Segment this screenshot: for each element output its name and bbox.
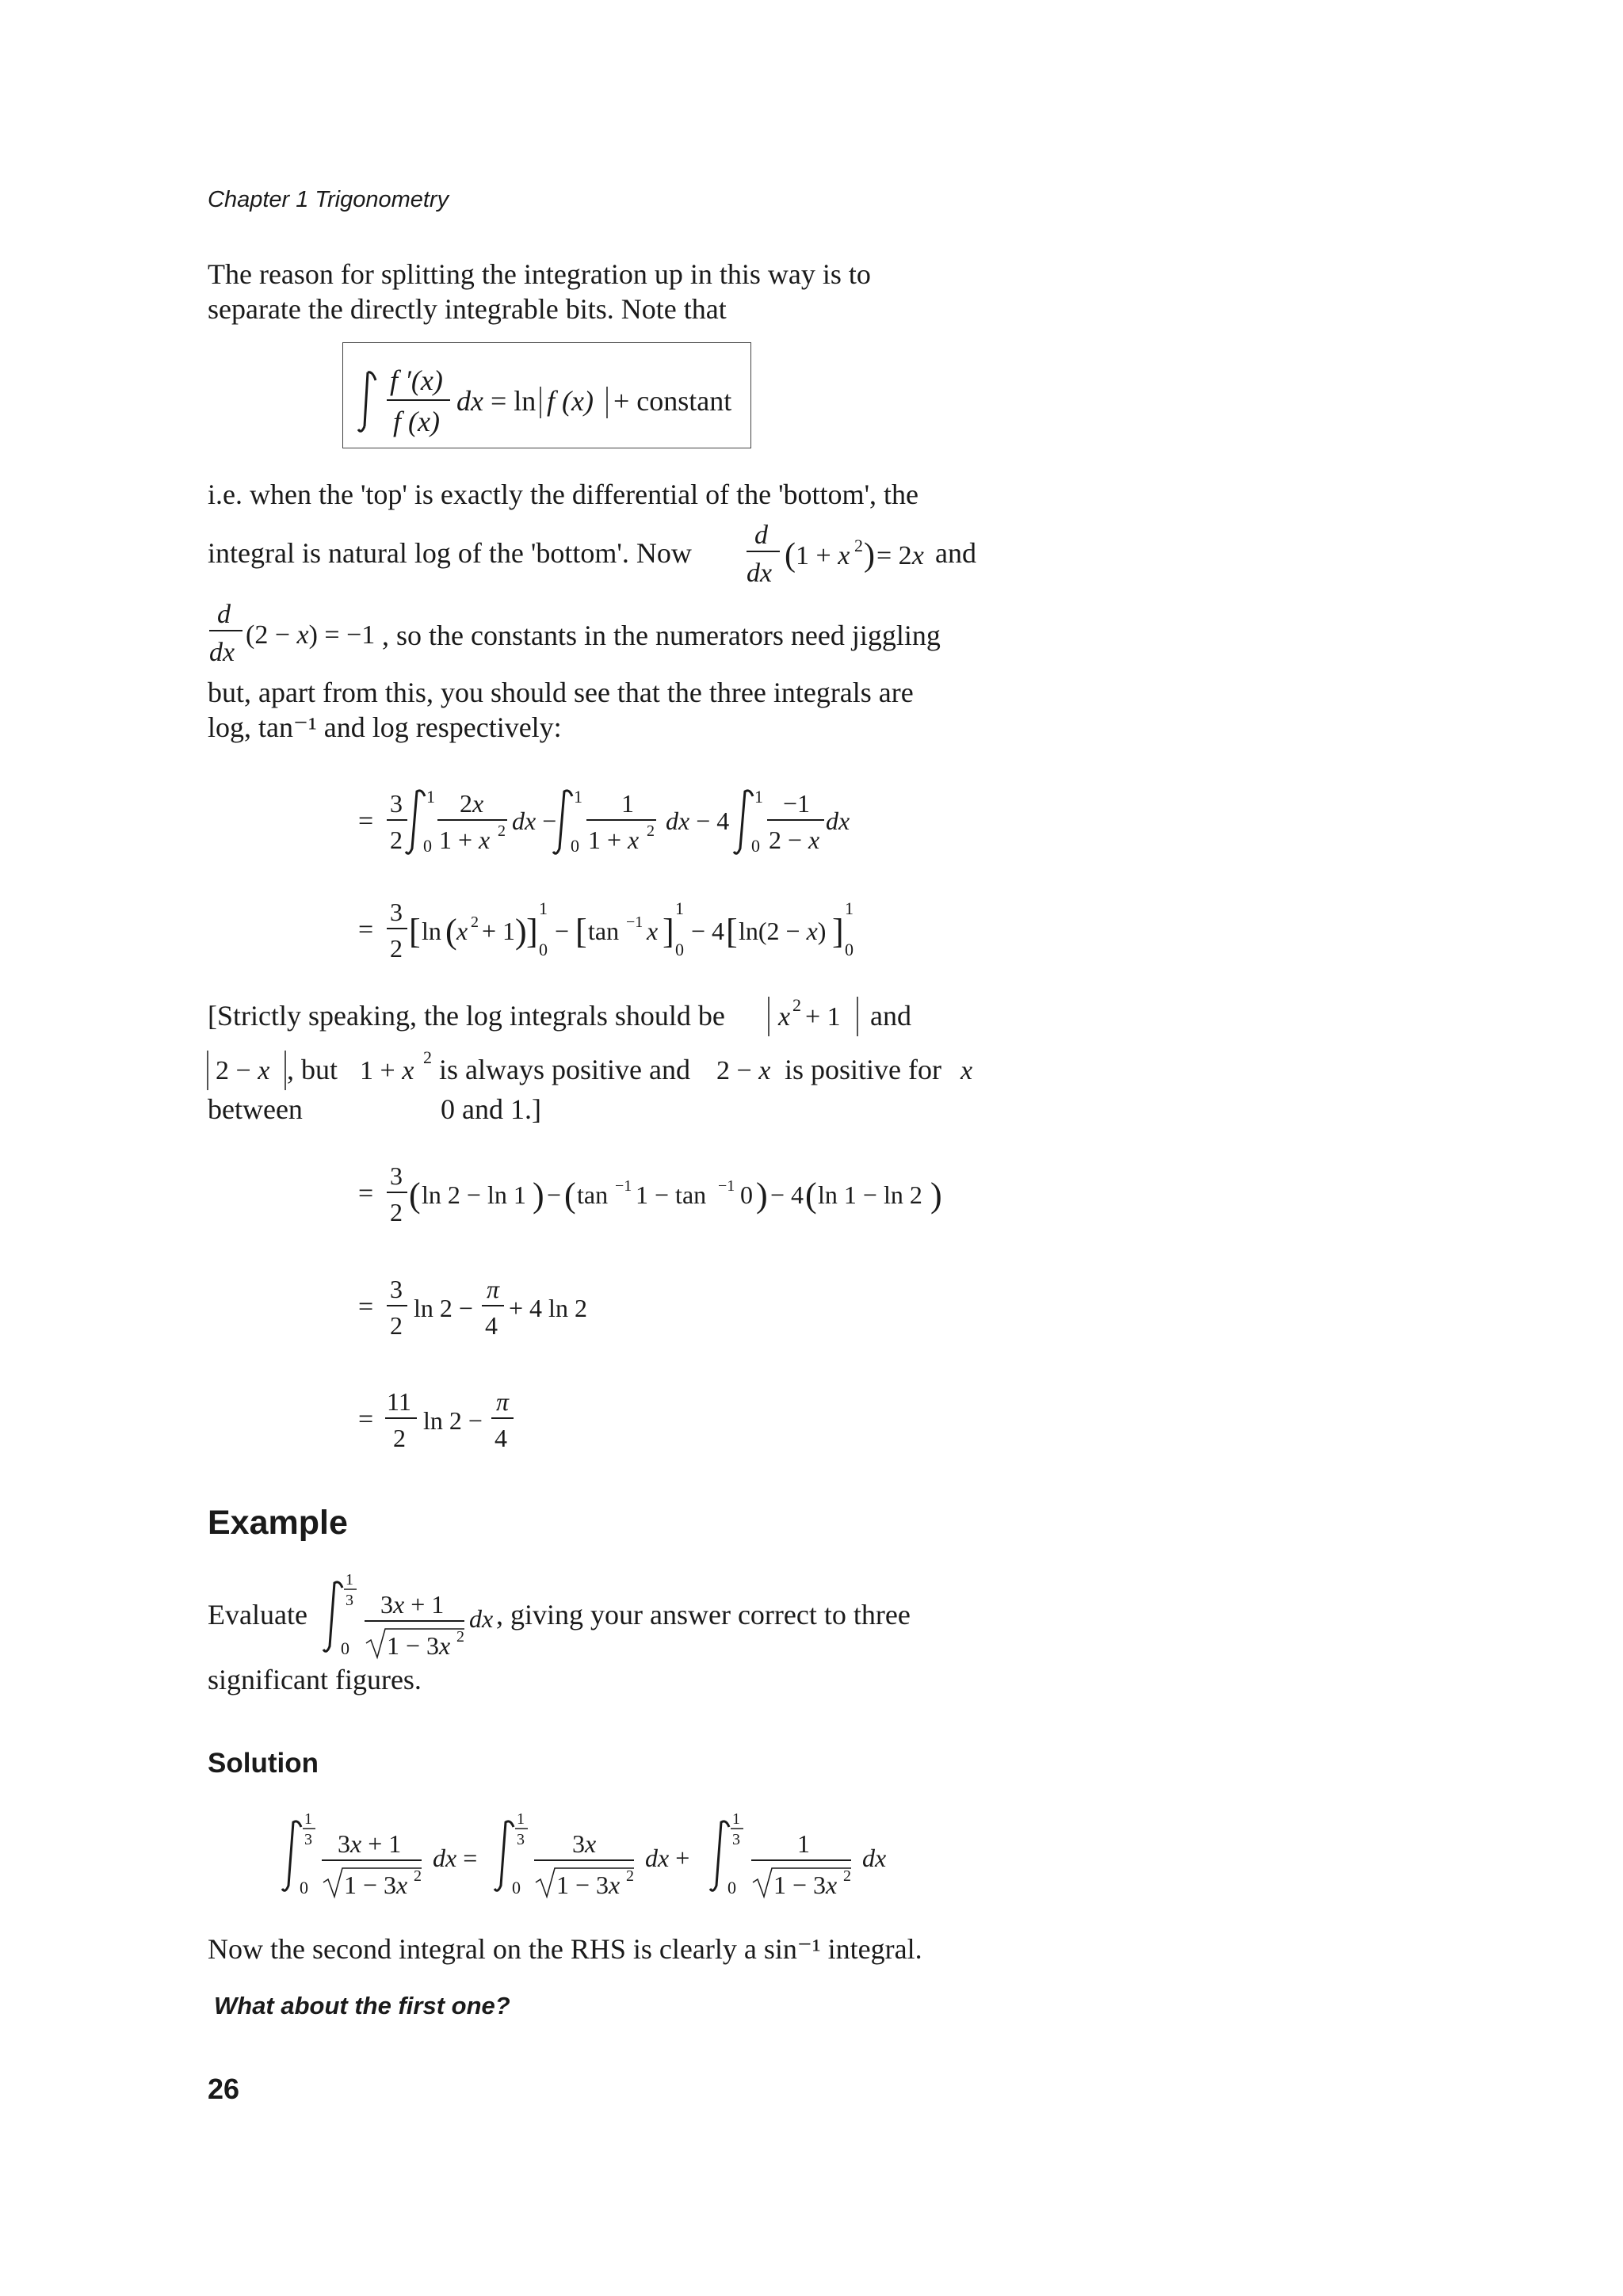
svg-text:2: 2 [626,1867,634,1885]
svg-text:+ 1: + 1 [482,917,516,945]
svg-text:(: ( [409,1176,421,1215]
svg-text:dx = ln: dx = ln [456,385,537,417]
svg-text:2: 2 [393,1424,406,1452]
abs-2-minus-x [204,1046,292,1093]
svg-text:f ′(x): f ′(x) [390,364,443,396]
page-number: 26 [208,2073,240,2105]
svg-text:0: 0 [423,836,432,856]
svg-text:−: − [547,1180,562,1209]
svg-text:−1: −1 [626,913,643,931]
svg-text:=: = [358,915,374,944]
svg-text:2: 2 [390,826,403,854]
svg-text:1: 1 [539,898,548,918]
paragraph-3-line-1-end: and [870,1000,911,1032]
solution-text: Now the second integral on the RHS is clearly a sin⁻¹ integral. [208,1933,922,1965]
paragraph-1-line-2: separate the directly integrable bits. Note that [208,293,727,325]
solution-question: What about the first one? [214,1992,510,2019]
svg-text:dx: dx [209,638,235,667]
svg-text:−1: −1 [783,789,811,818]
svg-text:]: ] [663,912,674,951]
example-evaluate-label: Evaluate [208,1599,307,1630]
svg-text:0: 0 [300,1878,308,1897]
svg-text:[: [ [409,912,421,951]
svg-text:= 2x: = 2x [876,541,924,570]
solution-heading: Solution [208,1748,319,1779]
svg-text:1 − 3x: 1 − 3x [387,1631,451,1660]
abs-x2-plus-1 [766,992,869,1039]
svg-text:2 − x: 2 − x [716,1056,771,1085]
svg-text:2: 2 [471,913,479,931]
svg-text:−1: −1 [718,1177,735,1195]
svg-text:2: 2 [414,1867,422,1885]
svg-text:3: 3 [346,1592,353,1609]
svg-text:dx − 4: dx − 4 [666,807,730,835]
svg-text:2: 2 [647,822,655,840]
svg-text:+ 4 ln 2: + 4 ln 2 [509,1294,587,1322]
paragraph-2-line-4: but, apart from this, you should see that the three integrals are [208,677,914,708]
svg-text:1: 1 [675,898,684,918]
svg-text:2x: 2x [460,789,484,818]
paragraph-3-line-3-b: 0 and 1.] [441,1093,541,1125]
svg-text:[: [ [575,912,587,951]
svg-text:11: 11 [387,1387,411,1416]
svg-text:dx +: dx + [645,1844,690,1872]
svg-text:+ constant: + constant [613,385,732,417]
svg-text:): ) [930,1176,942,1215]
svg-text:1 + x: 1 + x [439,826,491,854]
svg-text:2: 2 [456,1628,464,1646]
paragraph-2-line-3: , so the constants in the numerators need jiggling [382,620,941,651]
example-text-rest: , giving your answer correct to three [496,1599,911,1630]
expr-2-minus-x [715,1043,786,1090]
svg-text:f (x): f (x) [393,406,440,437]
svg-text:tan: tan [588,917,620,945]
svg-text:]: ] [832,912,844,951]
svg-text:3: 3 [390,898,403,926]
svg-text:3x: 3x [572,1829,597,1858]
svg-text:1 − tan: 1 − tan [636,1180,707,1209]
svg-text:=: = [358,1179,374,1208]
svg-text:(: ( [445,912,457,951]
svg-text:π: π [496,1387,510,1416]
svg-text:4: 4 [495,1424,507,1452]
svg-text:dx: dx [747,559,773,588]
svg-text:3: 3 [390,1161,403,1190]
svg-text:2: 2 [792,995,801,1015]
svg-text:1: 1 [732,1810,740,1828]
paragraph-3-line-2-c: is positive for [785,1054,941,1085]
equation-simplified [357,1266,626,1353]
equation-antiderivatives [357,889,911,976]
svg-text:): ) [756,1176,768,1215]
svg-text:3x + 1: 3x + 1 [380,1590,445,1619]
svg-text:=: = [358,807,374,836]
svg-text:x: x [778,1002,791,1032]
example-heading: Example [208,1504,348,1542]
svg-text:1: 1 [426,787,435,807]
svg-text:tan: tan [577,1180,609,1209]
equation-integral-split [357,780,911,868]
paragraph-3-line-2-b: is always positive and [439,1054,690,1085]
svg-text:2: 2 [843,1867,851,1885]
svg-text:1 − 3x: 1 − 3x [556,1871,621,1899]
svg-text:−: − [555,917,570,945]
equation-final [357,1379,547,1466]
svg-text:3: 3 [732,1831,740,1848]
svg-text:f (x): f (x) [547,385,594,417]
derivative-1-plus-x2 [745,513,951,593]
svg-text:[: [ [726,912,738,951]
svg-text:4: 4 [485,1311,498,1340]
svg-text:1: 1 [517,1810,525,1828]
svg-text:− 4: − 4 [770,1180,804,1209]
svg-text:2: 2 [423,1047,432,1067]
svg-text:2 − x: 2 − x [216,1056,270,1085]
svg-text:+ 1: + 1 [805,1002,841,1032]
svg-text:3: 3 [517,1831,525,1848]
svg-text:1 − 3x: 1 − 3x [773,1871,838,1899]
svg-text:2: 2 [854,536,863,555]
svg-text:dx: dx [862,1844,887,1872]
svg-text:ln 2 − ln 1: ln 2 − ln 1 [422,1180,526,1209]
svg-text:1: 1 [574,787,582,807]
svg-text:ln 2 −: ln 2 − [423,1406,483,1435]
example-text-line-2: significant figures. [208,1664,422,1695]
svg-text:2: 2 [390,1198,403,1226]
svg-text:0: 0 [539,940,548,959]
svg-text:0: 0 [571,836,579,856]
svg-text:x: x [647,917,659,945]
svg-text:ln(2 − x): ln(2 − x) [739,917,827,945]
paragraph-2-line-1: i.e. when the 'top' is exactly the differential of the 'bottom', the [208,479,919,510]
svg-text:): ) [515,912,527,951]
example-integral [325,1567,507,1670]
svg-text:(: ( [564,1176,576,1215]
svg-text:0: 0 [341,1638,349,1658]
svg-text:1: 1 [845,898,854,918]
svg-text:): ) [533,1176,544,1215]
svg-text:3x + 1: 3x + 1 [338,1829,402,1858]
svg-text:0: 0 [727,1878,736,1897]
paragraph-1-line-1: The reason for splitting the integration up in this way is to [208,258,871,290]
svg-text:2: 2 [498,822,506,840]
svg-text:]: ] [526,912,538,951]
svg-text:2: 2 [390,934,403,963]
expr-1-plus-x2 [358,1043,445,1090]
paragraph-2-line-2-start: integral is natural log of the 'bottom'. Now [208,537,692,569]
solution-integral-split [284,1806,918,1909]
equation-substitution [357,1153,943,1240]
svg-text:2: 2 [390,1311,403,1340]
svg-text:dx: dx [469,1604,494,1633]
svg-text:(: ( [785,537,796,574]
svg-text:0: 0 [751,836,760,856]
svg-text:x: x [456,917,468,945]
paragraph-2-line-5: log, tan⁻¹ and log respectively: [208,711,562,743]
svg-text:1: 1 [754,787,763,807]
svg-text:0: 0 [512,1878,521,1897]
svg-text:0: 0 [845,940,854,959]
svg-text:− 4: − 4 [691,917,725,945]
chapter-header: Chapter 1 Trigonometry [208,187,449,212]
svg-text:2 − x: 2 − x [769,826,820,854]
svg-text:3: 3 [304,1831,312,1848]
derivative-2-minus-x [208,597,398,677]
svg-text:ln: ln [422,917,441,945]
svg-text:3: 3 [390,1275,403,1303]
svg-text:dx −: dx − [512,807,557,835]
paragraph-3-line-2-a: , but [287,1054,338,1085]
svg-text:d: d [217,600,231,629]
svg-text:d: d [754,521,768,550]
svg-text:0: 0 [675,940,684,959]
svg-text:=: = [358,1405,374,1434]
svg-text:1 + x: 1 + x [796,541,850,570]
svg-text:1 + x: 1 + x [360,1056,414,1085]
svg-text:1: 1 [346,1571,353,1589]
svg-text:3: 3 [390,789,403,818]
svg-text:x: x [960,1056,973,1085]
svg-text:ln 1 − ln 2: ln 1 − ln 2 [818,1180,922,1209]
svg-text:1: 1 [304,1810,312,1828]
svg-text:1 − 3x: 1 − 3x [344,1871,408,1899]
svg-text:π: π [487,1275,500,1303]
svg-text:): ) [864,537,875,574]
svg-text:(: ( [805,1176,817,1215]
svg-text:−1: −1 [615,1177,632,1195]
svg-text:=: = [358,1292,374,1322]
var-x [959,1043,983,1090]
svg-text:1: 1 [797,1829,810,1858]
svg-text:1 + x: 1 + x [588,826,640,854]
paragraph-3-line-1-start: [Strictly speaking, the log integrals should be [208,1000,725,1032]
svg-text:(2 − x) = −1: (2 − x) = −1 [246,620,376,650]
svg-text:ln 2 −: ln 2 − [414,1294,473,1322]
svg-text:dx =: dx = [433,1844,478,1872]
svg-text:0: 0 [740,1180,753,1209]
paragraph-2-line-2-end: and [935,537,976,569]
paragraph-3-line-3-a: between [208,1093,303,1125]
formula-log-derivative [357,357,745,444]
svg-text:1: 1 [621,789,634,818]
svg-text:dx: dx [826,807,850,835]
